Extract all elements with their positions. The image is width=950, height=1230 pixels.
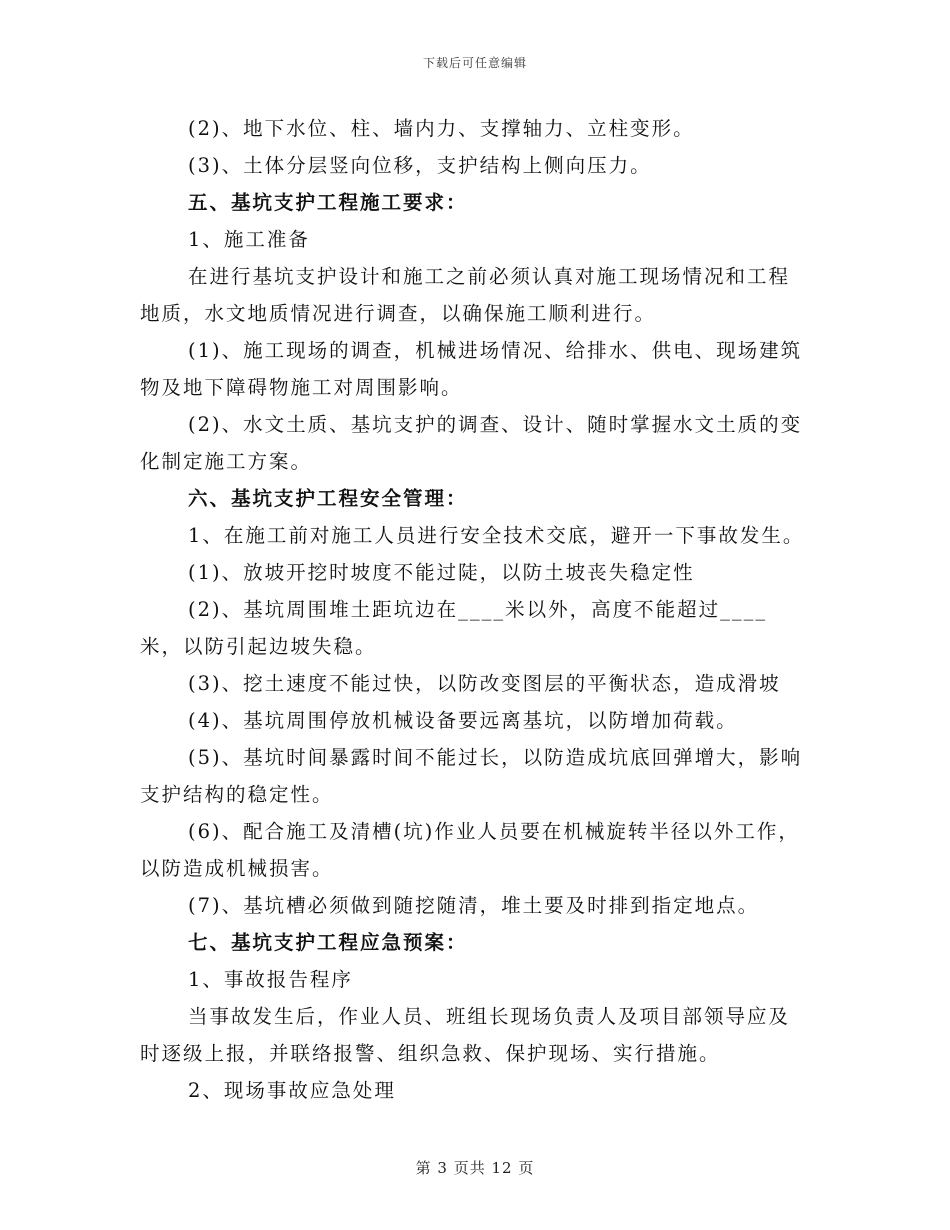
paragraph: (3)、土体分层竖向位移，支护结构上侧向压力。 [188, 154, 652, 177]
paragraph: 1、在施工前对施工人员进行安全技术交底，避开一下事故发生。 [188, 524, 805, 547]
paragraph: 当事故发生后，作业人员、班组长现场负责人及项目部领导应及时逐级上报，并联络报警、组织急救、保护现场、实行措施。 [140, 1005, 791, 1065]
paragraph: (4)、基坑周围停放机械设备要远离基坑，以防增加荷载。 [188, 709, 738, 732]
document-body [140, 110, 810, 1109]
paragraph: (1)、放坡开挖时坡度不能过陡，以防土坡丧失稳定性 [188, 561, 695, 584]
subsection-title: 1、事故报告程序 [188, 968, 353, 991]
paragraph: (7)、基坑槽必须做到随挖随清，堆土要及时排到指定地点。 [188, 894, 760, 917]
paragraph: (3)、挖土速度不能过快，以防改变图层的平衡状态，造成滑坡 [188, 672, 781, 695]
paragraph: (2)、地下水位、柱、墙内力、支撑轴力、立柱变形。 [188, 117, 695, 140]
subsection-title: 2、现场事故应急处理 [188, 1079, 396, 1102]
page-number-footer: 第 3 页共 12 页 [415, 1159, 535, 1177]
section-heading: 六、基坑支护工程安全管理： [188, 487, 468, 510]
paragraph: 在进行基坑支护设计和施工之前必须认真对施工现场情况和工程地质，水文地质情况进行调查，以确保施工顺利进行。 [140, 265, 791, 325]
section-heading: 五、基坑支护工程施工要求： [188, 191, 468, 214]
page-header: 下载后可任意编辑 [422, 56, 527, 70]
paragraph: (5)、基坑时间暴露时间不能过长，以防造成坑底回弹增大，影响支护结构的稳定性。 [140, 746, 803, 806]
subsection-title: 1、施工准备 [188, 228, 310, 251]
paragraph: (2)、水文土质、基坑支护的调查、设计、随时掌握水文土质的变化制定施工方案。 [140, 413, 803, 473]
paragraph: (2)、基坑周围堆土距坑边在____米以外，高度不能超过____米，以防引起边坡失稳。 [140, 598, 768, 658]
section-heading: 七、基坑支护工程应急预案： [188, 931, 468, 954]
paragraph: (1)、施工现场的调查，机械进场情况、给排水、供电、现场建筑物及地下障碍物施工对周围影响。 [140, 339, 803, 399]
paragraph: (6)、配合施工及清槽(坑)作业人员要在机械旋转半径以外工作，以防造成机械损害。 [140, 820, 800, 880]
